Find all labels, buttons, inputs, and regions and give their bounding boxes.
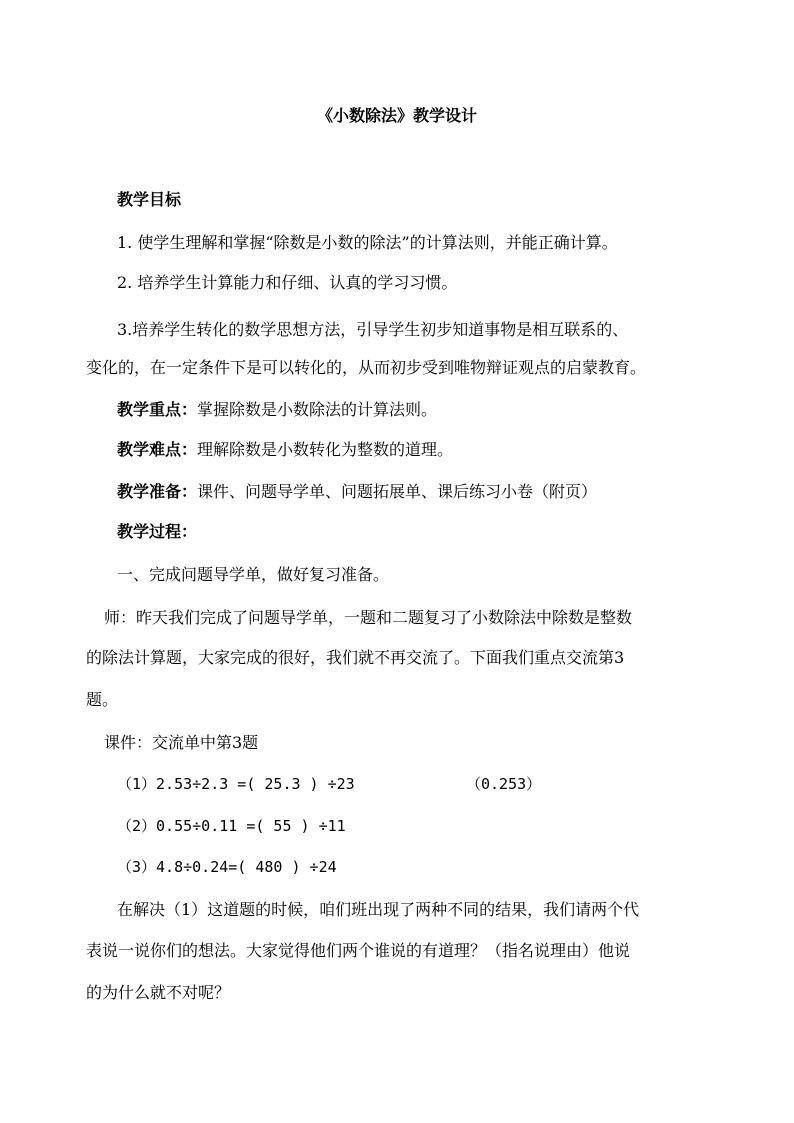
goal-3-line-1: 3.培养学生转化的数学思想方法，引导学生初步知道事物是相互联系的、 bbox=[117, 320, 629, 339]
exercise-2: （2）0.55÷0.11 =( 55 ) ÷11 bbox=[117, 817, 346, 835]
key-point-label: 教学重点： bbox=[117, 400, 198, 419]
courseware-line: 课件：交流单中第3题 bbox=[104, 733, 259, 752]
teacher-line-2: 的除法计算题，大家完成的很好，我们就不再交流了。下面我们重点交流第3 bbox=[86, 648, 625, 667]
goal-2: 2. 培养学生计算能力和仔细、认真的学习习惯。 bbox=[117, 273, 458, 292]
preparation-text: 课件、问题导学单、问题拓展单、课后练习小卷（附页） bbox=[197, 482, 598, 501]
teacher-line-3: 题。 bbox=[86, 690, 119, 709]
closing-line-1: 在解决（1）这道题的时候，咱们班出现了两种不同的结果，我们请两个代 bbox=[117, 900, 640, 919]
goals-heading: 教学目标 bbox=[117, 190, 182, 209]
exercise-1-note: （0.253） bbox=[466, 775, 542, 793]
difficulty-text: 理解除数是小数转化为整数的道理。 bbox=[197, 440, 454, 459]
closing-line-2: 表说一说你们的想法。大家觉得他们两个谁说的有道理？（指名说理由）他说 bbox=[86, 941, 631, 960]
goal-3-line-2: 变化的，在一定条件下是可以转化的，从而初步受到唯物辩证观点的启蒙教育。 bbox=[86, 358, 647, 377]
section1-heading: 一、完成问题导学单，做好复习准备。 bbox=[117, 565, 390, 584]
goal-1: 1. 使学生理解和掌握“除数是小数的除法”的计算法则，并能正确计算。 bbox=[117, 233, 618, 252]
document-title: 《小数除法》教学设计 bbox=[316, 106, 477, 125]
process-heading: 教学过程： bbox=[117, 522, 198, 541]
teacher-line-1: 师：昨天我们完成了问题导学单，一题和二题复习了小数除法中除数是整数 bbox=[104, 608, 633, 627]
key-point-text: 掌握除数是小数除法的计算法则。 bbox=[197, 400, 438, 419]
key-point bbox=[117, 400, 437, 420]
preparation bbox=[117, 482, 597, 502]
closing-line-3: 的为什么就不对呢？ bbox=[86, 983, 231, 1002]
exercise-1: （1）2.53÷2.3 =( 25.3 ) ÷23 bbox=[117, 775, 355, 793]
preparation-label: 教学准备： bbox=[117, 482, 198, 501]
exercise-3: （3）4.8÷0.24=( 480 ) ÷24 bbox=[117, 858, 337, 876]
difficulty-label: 教学难点： bbox=[117, 440, 198, 459]
difficulty bbox=[117, 440, 453, 460]
